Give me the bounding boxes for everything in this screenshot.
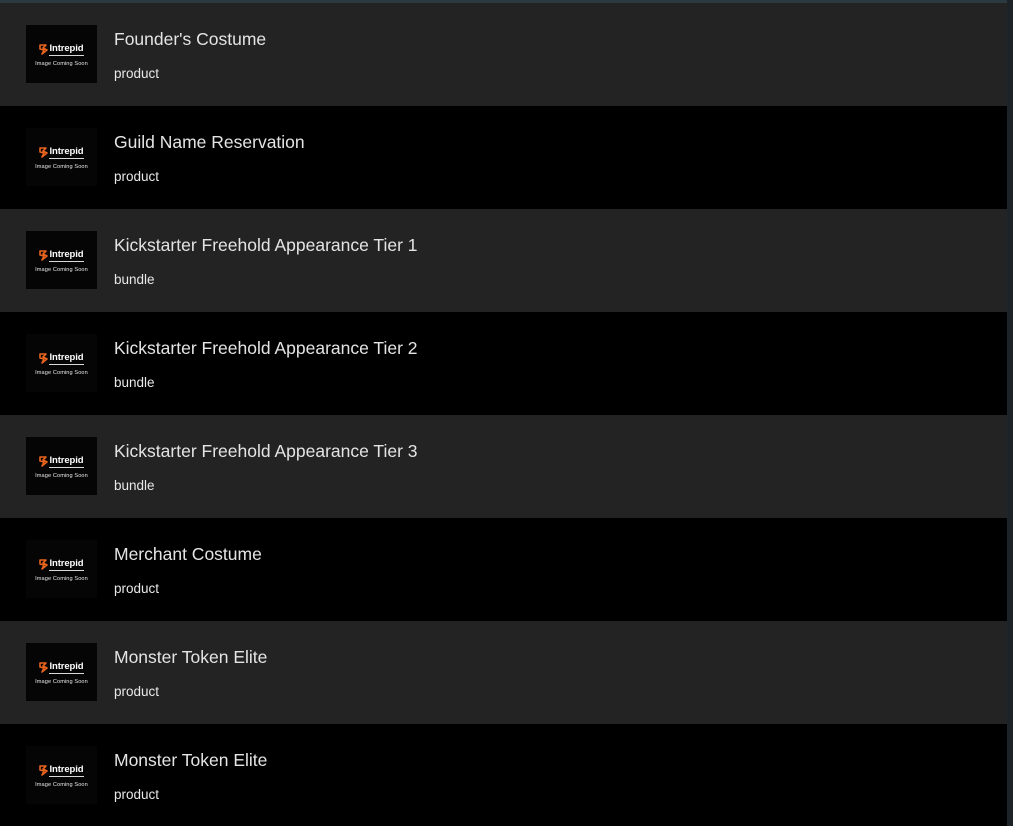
- intrepid-logo: [39, 765, 83, 777]
- image-coming-soon-caption: Image Coming Soon: [35, 781, 88, 788]
- item-type: product: [114, 169, 160, 184]
- list-item[interactable]: [0, 3, 1007, 106]
- product-thumbnail: [26, 128, 97, 186]
- image-coming-soon-caption: Image Coming Soon: [35, 472, 88, 479]
- intrepid-mark-icon: [39, 456, 48, 467]
- intrepid-logo: [39, 662, 83, 674]
- logo-wordmark: Intrepid: [49, 42, 84, 54]
- image-coming-soon-caption: Image Coming Soon: [35, 575, 88, 582]
- intrepid-mark-icon: [39, 44, 48, 55]
- intrepid-mark-icon: [39, 765, 48, 776]
- intrepid-logo: [39, 44, 83, 56]
- image-coming-soon-caption: Image Coming Soon: [35, 163, 88, 170]
- list-item[interactable]: [0, 209, 1007, 312]
- logo-wordmark: Intrepid: [49, 248, 84, 260]
- item-title[interactable]: Guild Name Reservation: [114, 132, 305, 152]
- product-thumbnail: [26, 540, 97, 598]
- item-title[interactable]: Monster Token Elite: [114, 750, 268, 770]
- item-title[interactable]: Merchant Costume: [114, 544, 262, 564]
- product-thumbnail: [26, 643, 97, 701]
- logo-wordmark: Intrepid: [49, 454, 84, 466]
- product-thumbnail: [26, 437, 97, 495]
- logo-wordmark: Intrepid: [49, 557, 84, 569]
- intrepid-logo: [39, 250, 83, 262]
- item-title[interactable]: Kickstarter Freehold Appearance Tier 1: [114, 235, 418, 255]
- item-type: bundle: [114, 375, 155, 390]
- item-title[interactable]: Monster Token Elite: [114, 647, 268, 667]
- item-type: product: [114, 581, 160, 596]
- image-coming-soon-caption: Image Coming Soon: [35, 60, 88, 67]
- intrepid-logo: [39, 353, 83, 365]
- item-title[interactable]: Founder's Costume: [114, 29, 267, 49]
- logo-wordmark: Intrepid: [49, 660, 84, 672]
- intrepid-logo: [39, 456, 83, 468]
- intrepid-mark-icon: [39, 353, 48, 364]
- intrepid-mark-icon: [39, 662, 48, 673]
- logo-wordmark: Intrepid: [49, 763, 84, 775]
- product-list: [0, 3, 1007, 826]
- scrollbar-track[interactable]: [1007, 0, 1013, 826]
- image-coming-soon-caption: Image Coming Soon: [35, 266, 88, 273]
- item-type: product: [114, 684, 160, 699]
- list-item[interactable]: [0, 621, 1007, 724]
- logo-wordmark: Intrepid: [49, 351, 84, 363]
- intrepid-mark-icon: [39, 250, 48, 261]
- logo-wordmark: Intrepid: [49, 145, 84, 157]
- item-type: bundle: [114, 272, 155, 287]
- intrepid-logo: [39, 559, 83, 571]
- list-item[interactable]: [0, 724, 1007, 826]
- item-title[interactable]: Kickstarter Freehold Appearance Tier 3: [114, 441, 418, 461]
- item-title[interactable]: Kickstarter Freehold Appearance Tier 2: [114, 338, 418, 358]
- item-type: bundle: [114, 478, 155, 493]
- intrepid-mark-icon: [39, 147, 48, 158]
- list-item[interactable]: [0, 106, 1007, 209]
- list-item[interactable]: [0, 312, 1007, 415]
- list-item[interactable]: [0, 518, 1007, 621]
- item-type: product: [114, 787, 160, 802]
- product-thumbnail: [26, 25, 97, 83]
- intrepid-logo: [39, 147, 83, 159]
- image-coming-soon-caption: Image Coming Soon: [35, 678, 88, 685]
- image-coming-soon-caption: Image Coming Soon: [35, 369, 88, 376]
- product-thumbnail: [26, 746, 97, 804]
- intrepid-mark-icon: [39, 559, 48, 570]
- product-thumbnail: [26, 334, 97, 392]
- product-thumbnail: [26, 231, 97, 289]
- list-item[interactable]: [0, 415, 1007, 518]
- item-type: product: [114, 66, 160, 81]
